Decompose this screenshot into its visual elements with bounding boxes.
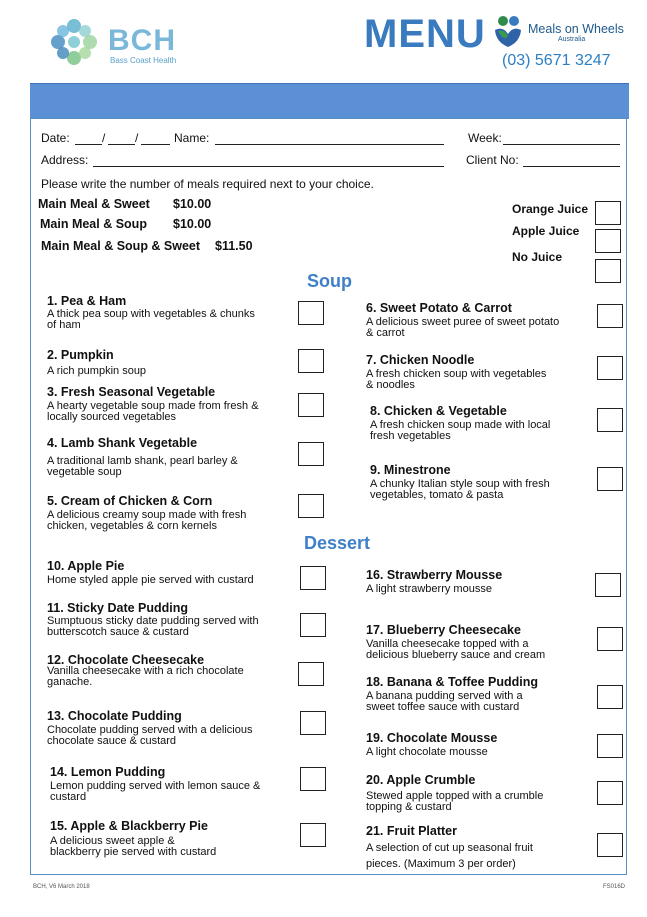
week-field[interactable] bbox=[503, 144, 620, 145]
dessert-item-desc: A selection of cut up seasonal fruit pieces. (Maximum 3 per order) bbox=[366, 842, 533, 870]
juice-label-orange: Orange Juice bbox=[512, 202, 589, 216]
dessert-qty-box[interactable] bbox=[597, 781, 623, 805]
name-label: Name: bbox=[174, 131, 210, 145]
dessert-item-desc: Stewed apple topped with a crumble topping & custard bbox=[366, 790, 544, 813]
dessert-item-desc: Vanilla cheesecake topped with a delicious blueberry sauce and cream bbox=[366, 638, 546, 661]
dessert-item-title: 20. Apple Crumble bbox=[366, 773, 476, 787]
dessert-qty-box[interactable] bbox=[597, 833, 623, 857]
dessert-item-title: 21. Fruit Platter bbox=[366, 824, 457, 838]
dessert-heading: Dessert bbox=[304, 533, 371, 553]
dessert-item-title: 10. Apple Pie bbox=[47, 559, 125, 573]
juice-box-apple[interactable] bbox=[595, 229, 621, 253]
juice-box-none[interactable] bbox=[595, 259, 621, 283]
dessert-item-title: 16. Strawberry Mousse bbox=[366, 568, 503, 582]
soup-qty-box[interactable] bbox=[597, 356, 623, 380]
date-year-field[interactable] bbox=[141, 144, 170, 145]
soup-item-title: 2. Pumpkin bbox=[47, 348, 114, 362]
dessert-qty-box[interactable] bbox=[300, 711, 326, 735]
juice-label-apple: Apple Juice bbox=[512, 224, 580, 238]
soup-item-title: 3. Fresh Seasonal Vegetable bbox=[47, 385, 216, 399]
date-separator: / bbox=[102, 131, 106, 145]
price-main-soup: $10.00 bbox=[173, 217, 212, 231]
dessert-item-desc: A light chocolate mousse bbox=[366, 746, 488, 758]
price-label-main-sweet: Main Meal & Sweet bbox=[38, 197, 150, 211]
soup-item-title: 1. Pea & Ham bbox=[47, 294, 127, 308]
soup-item-title: 7. Chicken Noodle bbox=[366, 353, 475, 367]
dessert-item-title: 13. Chocolate Pudding bbox=[47, 709, 182, 723]
dessert-item-desc: A light strawberry mousse bbox=[366, 583, 492, 595]
page-title: MENU bbox=[364, 12, 486, 56]
soup-item-title: 5. Cream of Chicken & Corn bbox=[47, 494, 213, 508]
dessert-item-title: 19. Chocolate Mousse bbox=[366, 731, 498, 745]
dessert-qty-box[interactable] bbox=[300, 823, 326, 847]
client-no-field[interactable] bbox=[523, 166, 620, 167]
soup-item-title: 9. Minestrone bbox=[370, 463, 451, 477]
dessert-item-desc: A delicious sweet apple & blackberry pie served with custard bbox=[50, 835, 217, 858]
dessert-item-desc: A banana pudding served with a sweet toffee sauce with custard bbox=[366, 690, 523, 713]
date-day-field[interactable] bbox=[75, 144, 102, 145]
phone-number: (03) 5671 3247 bbox=[502, 52, 611, 69]
soup-qty-box[interactable] bbox=[597, 467, 623, 491]
dessert-qty-box[interactable] bbox=[298, 662, 324, 686]
dessert-item-desc: Lemon pudding served with lemon sauce & custard bbox=[50, 780, 261, 803]
dessert-item-desc: Sumptuous sticky date pudding served with butterscotch sauce & custard bbox=[47, 615, 259, 638]
soup-item-desc: A thick pea soup with vegetables & chunks of ham bbox=[47, 308, 255, 331]
soup-qty-box[interactable] bbox=[298, 442, 324, 466]
dessert-item-title: 12. Chocolate Cheesecake bbox=[47, 653, 205, 667]
date-month-field[interactable] bbox=[108, 144, 135, 145]
soup-item-desc: A delicious creamy soup made with fresh chicken, vegetables & corn kernels bbox=[47, 509, 247, 532]
address-field[interactable] bbox=[93, 166, 444, 167]
dessert-qty-box[interactable] bbox=[300, 566, 326, 590]
date-separator: / bbox=[135, 131, 139, 145]
dessert-qty-box[interactable] bbox=[300, 767, 326, 791]
header-bar bbox=[30, 83, 629, 119]
dessert-qty-box[interactable] bbox=[300, 613, 326, 637]
dessert-item-title: 14. Lemon Pudding bbox=[50, 765, 166, 779]
name-field[interactable] bbox=[215, 144, 444, 145]
soup-item-desc: A chunky Italian style soup with fresh vegetables, tomato & pasta bbox=[370, 478, 550, 501]
date-label: Date: bbox=[41, 131, 70, 145]
soup-item-title: 4. Lamb Shank Vegetable bbox=[47, 436, 198, 450]
dessert-qty-box[interactable] bbox=[597, 734, 623, 758]
dessert-item-desc: Vanilla cheesecake with a rich chocolate ganache. bbox=[47, 665, 244, 688]
dessert-item-desc: Home styled apple pie served with custard bbox=[47, 574, 254, 586]
soup-qty-box[interactable] bbox=[597, 408, 623, 432]
week-label: Week: bbox=[468, 131, 502, 145]
price-label-main-soup-sweet: Main Meal & Soup & Sweet bbox=[41, 239, 201, 253]
soup-qty-box[interactable] bbox=[298, 301, 324, 325]
soup-qty-box[interactable] bbox=[298, 349, 324, 373]
logo-subtitle: Bass Coast Health bbox=[110, 56, 177, 65]
juice-box-orange[interactable] bbox=[595, 201, 621, 225]
soup-item-title: 8. Chicken & Vegetable bbox=[370, 404, 507, 418]
soup-item-desc: A hearty vegetable soup made from fresh & locally sourced vegetables bbox=[47, 400, 259, 423]
dessert-item-title: 17. Blueberry Cheesecake bbox=[366, 623, 521, 637]
partner-country: Australia bbox=[558, 36, 586, 43]
soup-item-desc: A delicious sweet puree of sweet potato & carrot bbox=[366, 316, 560, 339]
bch-logo bbox=[44, 12, 194, 72]
partner-name: Meals on Wheels bbox=[528, 22, 624, 36]
soup-item-desc: A fresh chicken soup made with local fresh vegetables bbox=[370, 419, 551, 442]
dessert-item-desc: Chocolate pudding served with a delicious chocolate sauce & custard bbox=[47, 724, 253, 747]
soup-qty-box[interactable] bbox=[298, 393, 324, 417]
meals-on-wheels-logo bbox=[492, 14, 632, 50]
soup-heading: Soup bbox=[307, 271, 352, 291]
dessert-item-title: 18. Banana & Toffee Pudding bbox=[366, 675, 539, 689]
soup-item-desc: A rich pumpkin soup bbox=[47, 365, 147, 377]
client-no-label: Client No: bbox=[466, 153, 519, 167]
footer-version: BCH, V6 March 2018 bbox=[33, 884, 90, 890]
soup-item-desc: A fresh chicken soup with vegetables & noodles bbox=[366, 368, 547, 391]
price-main-soup-sweet: $11.50 bbox=[215, 239, 253, 253]
juice-label-none: No Juice bbox=[512, 250, 563, 264]
soup-qty-box[interactable] bbox=[597, 304, 623, 328]
soup-qty-box[interactable] bbox=[298, 494, 324, 518]
logo-text: BCH bbox=[108, 24, 176, 57]
dessert-qty-box[interactable] bbox=[595, 573, 621, 597]
dessert-item-title: 15. Apple & Blackberry Pie bbox=[50, 819, 208, 833]
instructions: Please write the number of meals required next to your choice. bbox=[41, 177, 374, 191]
dessert-item-title: 11. Sticky Date Pudding bbox=[47, 601, 189, 615]
price-label-main-soup: Main Meal & Soup bbox=[40, 217, 147, 231]
soup-item-desc: A traditional lamb shank, pearl barley & vegetable soup bbox=[47, 455, 238, 478]
price-main-sweet: $10.00 bbox=[173, 197, 212, 211]
address-label: Address: bbox=[41, 153, 89, 167]
footer-code: FS016D bbox=[603, 884, 626, 890]
dessert-qty-box[interactable] bbox=[597, 627, 623, 651]
meals-on-wheels-icon bbox=[492, 14, 524, 48]
soup-item-title: 6. Sweet Potato & Carrot bbox=[366, 301, 512, 315]
dessert-qty-box[interactable] bbox=[597, 685, 623, 709]
bch-flower-icon bbox=[44, 12, 104, 72]
